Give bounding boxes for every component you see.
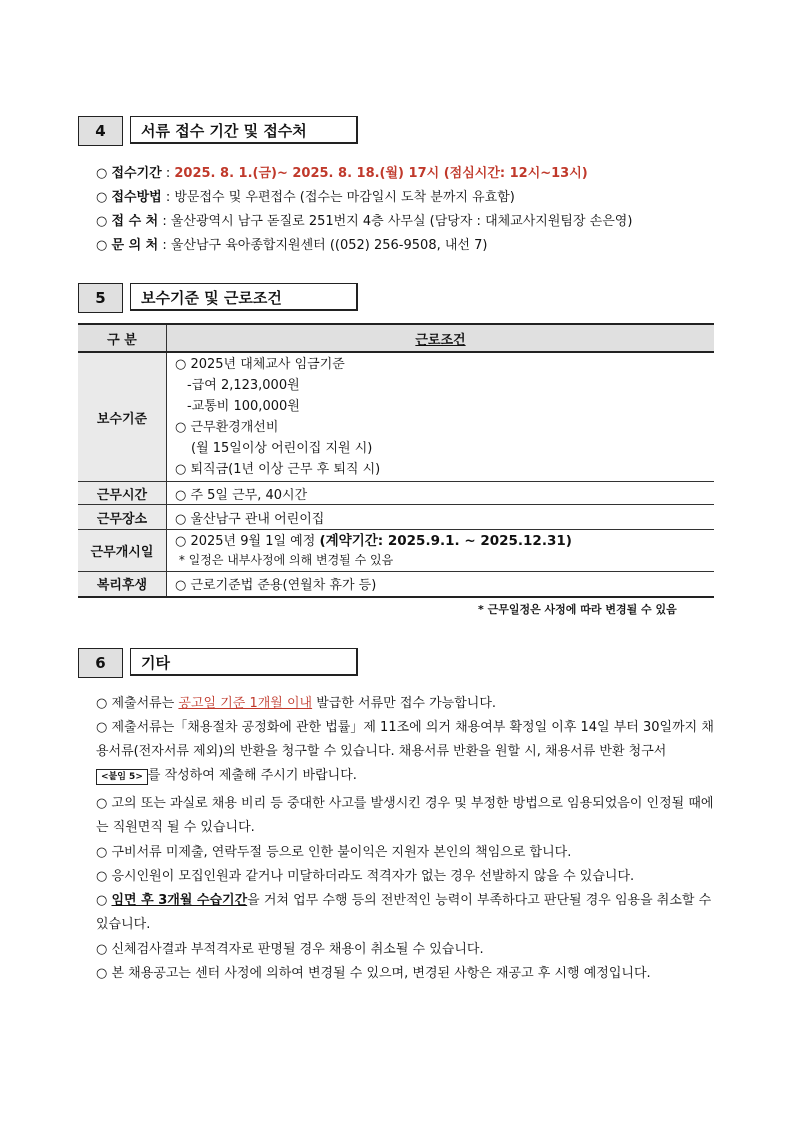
section-5-title: 보수기준 및 근로조건 — [130, 283, 358, 311]
section-5-number: 5 — [78, 283, 123, 313]
row-label-hours: 근무시간 — [78, 482, 167, 505]
row-value-hours: ○ 주 5일 근무, 40시간 — [167, 482, 715, 505]
sec4-item-contact: ○ 문 의 처 : 울산남구 육아종합지원센터 ((052) 256-9508, 내선 7) — [96, 238, 488, 253]
table-header-row — [78, 324, 714, 352]
row-value-pay: ○ 2025년 대체교사 임금기준 -급여 2,123,000원 -교통비 100,000원 ○ 근무환경개선비 (월 15일이상 어린이집 지원 시) ○ 퇴직금(1년 이상 근무 후 퇴직 시) — [167, 352, 715, 482]
section-4-title: 서류 접수 기간 및 접수처 — [130, 116, 358, 144]
sec4-label-period: 접수기간 — [111, 166, 162, 181]
row-label-pay: 보수기준 — [78, 352, 167, 482]
sec4-value-contact: 울산남구 육아종합지원센터 ((052) 256-9508, 내선 7) — [170, 238, 488, 253]
sec4-item-period: ○ 접수기간 : 2025. 8. 1.(금)~ 2025. 8. 18.(월) 17시 (점심시간: 12시~13시) — [96, 166, 588, 181]
section-6-number: 6 — [78, 648, 123, 678]
schedule-note: * 근무일정은 사정에 따라 변경될 수 있음 — [478, 603, 677, 616]
section-4-number: 4 — [78, 116, 123, 146]
table-header-category: 구 분 — [78, 324, 167, 352]
table-row-start — [78, 530, 714, 572]
table-row-welfare — [78, 572, 714, 597]
sec6-para-7: ○ 신체검사결과 부적격자로 판명될 경우 채용이 취소될 수 있습니다. — [96, 942, 484, 957]
sec6-para-4: ○ 구비서류 미제출, 연락두절 등으로 인한 불이익은 지원자 본인의 책임으로 합니다. — [96, 845, 572, 860]
sec4-value-period: 2025. 8. 1.(금)~ 2025. 8. 18.(월) 17시 (점심시간: 12시~13시) — [174, 166, 588, 181]
sec4-item-method: ○ 접수방법 : 방문접수 및 우편접수 (접수는 마감일시 도착 분까지 유효함) — [96, 190, 515, 205]
table-row-place — [78, 505, 714, 530]
sec6-para-6: ○ 임면 후 3개월 수습기간을 거쳐 업무 수행 등의 전반적인 능력이 부족하다고 판단될 경우 임용을 취소할 수 있습니다. — [96, 893, 712, 932]
sec4-label-method: 접수방법 — [111, 190, 162, 205]
sec4-value-place: 울산광역시 남구 돋질로 251번지 4층 사무실 (담당자 : 대체교사지원팀장 손은영) — [170, 214, 633, 229]
table-row-pay — [78, 352, 714, 482]
row-value-place: ○ 울산남구 관내 어린이집 — [167, 505, 715, 530]
sec4-label-place: 접 수 처 — [111, 214, 159, 229]
row-label-start: 근무개시일 — [78, 530, 167, 572]
sec4-item-place: ○ 접 수 처 : 울산광역시 남구 돋질로 251번지 4층 사무실 (담당자 : 대체교사지원팀장 손은영) — [96, 214, 633, 229]
section-6-title: 기타 — [130, 648, 358, 676]
table-row-hours — [78, 482, 714, 505]
sec6-highlight-6: 임면 후 3개월 수습기간 — [111, 893, 248, 908]
row-value-welfare: ○ 근로기준법 준용(연월차 휴가 등) — [167, 572, 715, 597]
table-header-conditions: 근로조건 — [167, 324, 715, 352]
sec6-para-5: ○ 응시인원이 모집인원과 같거나 미달하더라도 적격자가 없는 경우 선발하지 않을 수 있습니다. — [96, 869, 635, 884]
sec6-para-8: ○ 본 채용공고는 센터 사정에 의하여 변경될 수 있으며, 변경된 사항은 재공고 후 시행 예정입니다. — [96, 966, 651, 981]
sec6-para-3: ○ 고의 또는 과실로 채용 비리 등 중대한 사고를 발생시킨 경우 및 부정한 방법으로 임용되었음이 인정될 때에는 직원면직 될 수 있습니다. — [96, 796, 714, 835]
work-conditions-table — [78, 323, 714, 598]
sec6-para-1: ○ 제출서류는 공고일 기준 1개월 이내 발급한 서류만 접수 가능합니다. — [96, 696, 497, 711]
row-label-welfare: 복리후생 — [78, 572, 167, 597]
sec6-para-2: ○ 제출서류는「채용절차 공정화에 관한 법률」제 11조에 의거 채용여부 확정일 이후 14일 부터 30일까지 채용서류(전자서류 제외)의 반환을 청구할 수 있습니다. 채용서류 반환을 원할 시, 채용서류 반환 청구서 <붙임 5> 를 작성하여 제출해 주시기 바랍니다. — [96, 720, 714, 783]
attachment-5-label: <붙임 5> — [96, 769, 148, 785]
sec6-highlight-1: 공고일 기준 1개월 이내 — [178, 696, 313, 711]
sec4-label-contact: 문 의 처 — [111, 238, 159, 253]
row-value-start: ○ 2025년 9월 1일 예정 (계약기간: 2025.9.1. ~ 2025.12.31) * 일정은 내부사정에 의해 변경될 수 있음 — [167, 530, 715, 572]
sec4-value-method: 방문접수 및 우편접수 (접수는 마감일시 도착 분까지 유효함) — [174, 190, 515, 205]
row-label-place: 근무장소 — [78, 505, 167, 530]
